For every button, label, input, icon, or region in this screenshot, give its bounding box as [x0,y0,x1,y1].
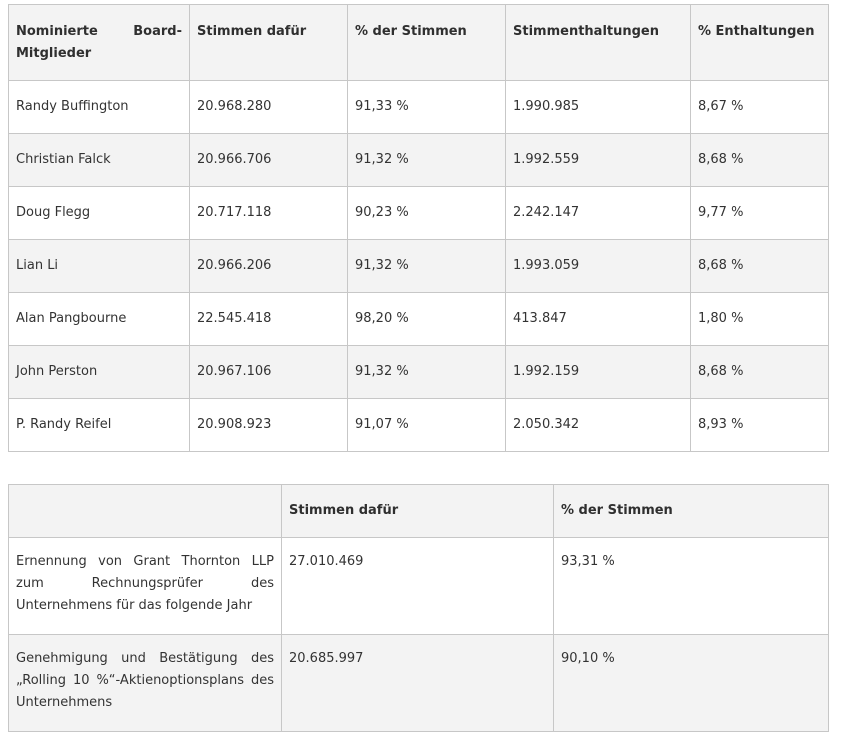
header-pct-abstentions: % Enthaltungen [691,5,829,81]
nominee-name: P. Randy Reifel [9,399,190,452]
pct-abstentions-cell: 1,80 % [691,293,829,346]
nominee-name: Christian Falck [9,134,190,187]
resolution-description: Ernennung von Grant Thornton LLP zum Rechnungsprüfer des Unternehmens für das folgende Jahr [9,538,282,635]
pct-votes-cell: 90,23 % [348,187,506,240]
table-header-row [9,485,829,538]
header-nominee-word1: Nominierte [16,24,98,39]
votes-for-cell: 20.966.706 [190,134,348,187]
pct-abstentions-cell: 8,93 % [691,399,829,452]
resolution-description: Genehmigung und Bestätigung des „Rolling 10 %“-Aktienoptionsplans des Unternehmens [9,635,282,732]
pct-votes-cell: 91,33 % [348,81,506,134]
pct-votes-cell: 91,32 % [348,134,506,187]
table-row [9,293,829,346]
nominee-name: Doug Flegg [9,187,190,240]
table-row [9,240,829,293]
pct-votes-cell: 90,10 % [554,635,829,732]
board-election-results-table [8,4,829,452]
votes-for-cell: 22.545.418 [190,293,348,346]
votes-for-cell: 20.717.118 [190,187,348,240]
abstentions-cell: 413.847 [506,293,691,346]
table-row [9,399,829,452]
votes-for-cell: 20.966.206 [190,240,348,293]
header-nominee-word3: Mitglieder [16,46,92,61]
header-votes-for: Stimmen dafür [190,5,348,81]
nominee-name: Lian Li [9,240,190,293]
nominee-name: John Perston [9,346,190,399]
header-pct-votes: % der Stimmen [348,5,506,81]
header-votes-for: Stimmen dafür [282,485,554,538]
abstentions-cell: 1.993.059 [506,240,691,293]
pct-abstentions-cell: 9,77 % [691,187,829,240]
table-header-row [9,5,829,81]
abstentions-cell: 1.990.985 [506,81,691,134]
pct-abstentions-cell: 8,68 % [691,240,829,293]
votes-for-cell: 20.967.106 [190,346,348,399]
header-nominee [9,5,190,81]
header-item [9,485,282,538]
table-row [9,134,829,187]
abstentions-cell: 1.992.159 [506,346,691,399]
votes-for-cell: 20.685.997 [282,635,554,732]
votes-for-cell: 20.968.280 [190,81,348,134]
table-row [9,538,829,635]
pct-votes-cell: 93,31 % [554,538,829,635]
table-row [9,187,829,240]
header-abstentions: Stimmenthaltungen [506,5,691,81]
pct-votes-cell: 91,32 % [348,346,506,399]
abstentions-cell: 1.992.559 [506,134,691,187]
pct-votes-cell: 91,07 % [348,399,506,452]
table-row [9,346,829,399]
pct-votes-cell: 91,32 % [348,240,506,293]
table-row [9,635,829,732]
abstentions-cell: 2.050.342 [506,399,691,452]
votes-for-cell: 27.010.469 [282,538,554,635]
pct-abstentions-cell: 8,68 % [691,346,829,399]
nominee-name: Alan Pangbourne [9,293,190,346]
nominee-name: Randy Buffington [9,81,190,134]
votes-for-cell: 20.908.923 [190,399,348,452]
pct-abstentions-cell: 8,68 % [691,134,829,187]
pct-abstentions-cell: 8,67 % [691,81,829,134]
pct-votes-cell: 98,20 % [348,293,506,346]
resolutions-results-table [8,484,829,732]
header-nominee-word2: Board- [133,24,182,39]
abstentions-cell: 2.242.147 [506,187,691,240]
header-pct-votes: % der Stimmen [554,485,829,538]
table-row [9,81,829,134]
